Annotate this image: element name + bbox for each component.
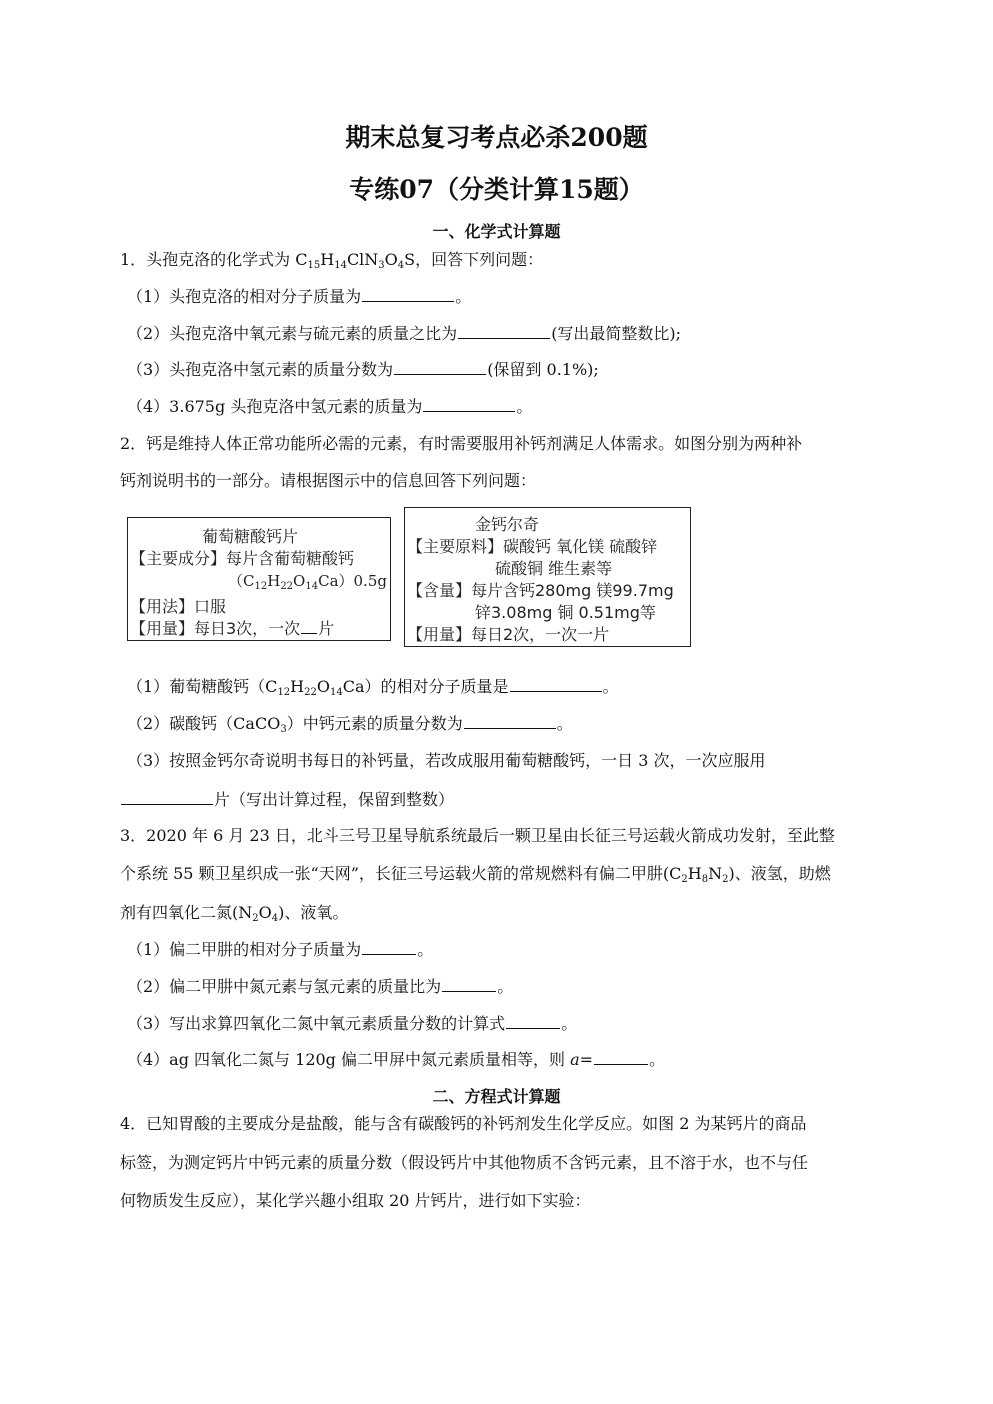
- label-row: 【用法】口服: [130, 597, 227, 616]
- label-row: 【主要成分】每片含葡萄糖酸钙: [130, 549, 355, 568]
- q1-part3: （3）头孢克洛中氢元素的质量分数为 (保留到 0.1%);: [127, 360, 599, 379]
- page-title: 期末总复习考点必杀200题: [345, 123, 648, 152]
- label-row: 【含量】每片含钙280mg 镁99.7mg: [407, 581, 674, 600]
- q2-part3-line2: 片（写出计算过程，保留到整数）: [120, 787, 454, 810]
- label-row: 锌3.08mg 铜 0.51mg等: [475, 603, 656, 622]
- answer-blank[interactable]: [394, 358, 486, 375]
- q4-line3: 何物质发生反应），某化学兴趣小组取 20 片钙片，进行如下实验：: [120, 1191, 591, 1210]
- q4-line1: 4．已知胃酸的主要成分是盐酸，能与含有碳酸钙的补钙剂发生化学反应。如图 2 为某钙片的商品: [120, 1114, 807, 1133]
- q2-part2: （2）碳酸钙（CaCO$_3$）中钙元素的质量分数为 。: [127, 714, 573, 735]
- q3-part1: （1）偏二甲肼的相对分子质量为 。: [127, 940, 434, 959]
- label-blank: [301, 618, 317, 634]
- answer-blank[interactable]: [121, 788, 213, 805]
- label-row-formula: $(C_{12}H_{22}O_{14}Ca)0.5g$: [228, 572, 387, 592]
- q2-stem-line1: 2．钙是维持人体正常功能所必需的元素，有时需要服用补钙剂满足人体需求。如图分别为两种补: [120, 434, 803, 453]
- answer-blank[interactable]: [594, 1048, 648, 1065]
- answer-blank[interactable]: [362, 285, 454, 302]
- answer-blank[interactable]: [506, 1012, 560, 1029]
- q3-stem-line1: 3．2020 年 6 月 23 日，北斗三号卫星导航系统最后一颗卫星由长征三号运载火箭成功发射，至此整: [120, 826, 835, 845]
- q1-stem: 1．头孢克洛的化学式为 $C_{15}H_{14}ClN_3O_4S$，回答下列问题：: [120, 250, 544, 271]
- q1-part1: （1）头孢克洛的相对分子质量为 。: [127, 287, 472, 306]
- q3-part4: （4）ag 四氧化二氮与 120g 偏二甲屏中氮元素质量相等，则 a= 。: [127, 1050, 666, 1069]
- label-title: 葡萄糖酸钙片: [202, 527, 299, 546]
- label-row: 【用量】每日2次，一次一片: [407, 625, 610, 644]
- label-row-dosage: 【用量】每日3次，一次 片: [130, 619, 335, 638]
- q3-part3: （3）写出求算四氧化二氮中氧元素质量分数的计算式 。: [127, 1014, 578, 1033]
- section-title-1: 一、化学式计算题: [432, 222, 561, 241]
- page-subtitle: 专练07（分类计算15题）: [349, 175, 644, 204]
- section-title-2: 二、方程式计算题: [432, 1087, 561, 1106]
- q4-line2: 标签，为测定钙片中钙元素的质量分数（假设钙片中其他物质不含钙元素，且不溶于水，也不与任: [120, 1153, 809, 1172]
- q2-stem-line2: 钙剂说明书的一部分。请根据图示中的信息回答下列问题：: [120, 471, 537, 490]
- answer-blank[interactable]: [464, 712, 556, 729]
- q3-part2: （2）偏二甲肼中氮元素与氢元素的质量比为 。: [127, 977, 514, 996]
- q2-part3-line1: （3）按照金钙尔奇说明书每日的补钙量，若改成服用葡萄糖酸钙，一日 3 次，一次应服用: [127, 751, 766, 770]
- q3-stem-line2: 个系统 55 颗卫星织成一张“天网”，长征三号运载火箭的常规燃料有偏二甲肼$(C_2H_8N_2)$、液氢，助燃: [120, 864, 831, 885]
- label-row: 硫酸铜 维生素等: [495, 559, 613, 578]
- answer-blank[interactable]: [423, 395, 515, 412]
- q1-part4: （4）3.675g 头孢克洛中氢元素的质量为 。: [127, 397, 533, 416]
- label-row: 【主要原料】碳酸钙 氧化镁 硫酸锌: [407, 537, 658, 556]
- q1-part2: （2）头孢克洛中氧元素与硫元素的质量之比为 (写出最简整数比);: [127, 324, 682, 343]
- label-box-gluconate: [127, 517, 391, 641]
- q3-stem-line3: 剂有四氧化二氮$(N_2O_4)$、液氧。: [120, 903, 349, 924]
- answer-blank[interactable]: [442, 975, 496, 992]
- label-title: 金钙尔奇: [475, 515, 540, 534]
- answer-blank[interactable]: [362, 938, 416, 955]
- answer-blank[interactable]: [510, 675, 602, 692]
- answer-blank[interactable]: [458, 322, 550, 339]
- q2-part1: （1）葡萄糖酸钙$(C_{12}H_{22}O_{14}Ca)$的相对分子质量是 。: [127, 677, 619, 698]
- label-box-calcium-supplement: [404, 507, 691, 647]
